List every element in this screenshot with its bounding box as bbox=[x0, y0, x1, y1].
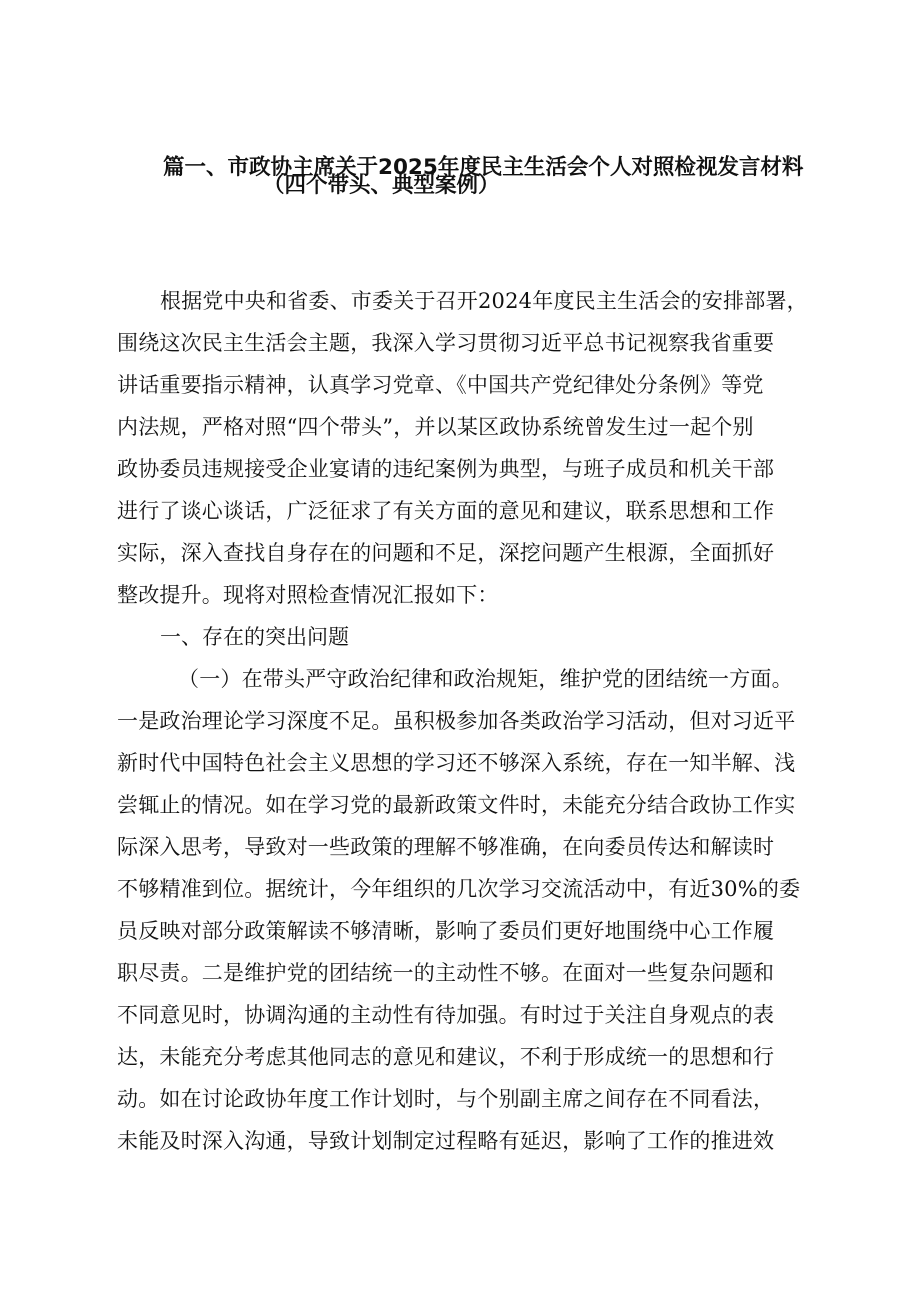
paragraph-line: 动。如在讨论政协年度工作计划时，与个别副主席之间存在不同看法， bbox=[117, 1087, 775, 1111]
paragraph-line: 根据党中央和省委、市委关于召开2024年度民主生活会的安排部署， bbox=[160, 289, 808, 313]
paragraph-line: 实际，深入查找自身存在的问题和不足，深挖问题产生根源，全面抓好 bbox=[117, 541, 775, 565]
paragraph-line: 职尽责。二是维护党的团结统一的主动性不够。在面对一些复杂问题和 bbox=[117, 961, 775, 985]
paragraph-line: （一）在带头严守政治纪律和政治规矩，维护党的团结统一方面。 bbox=[178, 667, 793, 691]
paragraph-line: 进行了谈心谈话，广泛征求了有关方面的意见和建议，联系思想和工作 bbox=[117, 499, 775, 523]
paragraph-line: 际深入思考，导致对一些政策的理解不够准确，在向委员传达和解读时 bbox=[117, 835, 775, 859]
paragraph-line: 讲话重要指示精神，认真学习党章、《中国共产党纪律处分条例》等党 bbox=[117, 373, 764, 397]
paragraph-line: 尝辄止的情况。如在学习党的最新政策文件时，未能充分结合政协工作实 bbox=[117, 793, 796, 817]
paragraph-line: 内法规，严格对照“四个带头”，并以某区政协系统曾发生过一起个别 bbox=[117, 415, 754, 439]
paragraph-line: 整改提升。现将对照检查情况汇报如下： bbox=[117, 583, 499, 607]
paragraph-line: 一是政治理论学习深度不足。虽积极参加各类政治学习活动，但对习近平 bbox=[117, 709, 796, 733]
paragraph-line: 新时代中国特色社会主义思想的学习还不够深入系统，存在一知半解、浅 bbox=[117, 751, 796, 775]
document-title: 篇一、市政协主席关于2025年度民主生活会个人对照检视发言材料 bbox=[163, 155, 804, 180]
section-heading: 一、存在的突出问题 bbox=[160, 625, 349, 649]
paragraph-line: 未能及时深入沟通，导致计划制定过程略有延迟，影响了工作的推进效 bbox=[117, 1129, 775, 1153]
document-subtitle: （四个带头、典型案例） bbox=[263, 173, 500, 198]
paragraph-line: 不同意见时，协调沟通的主动性有待加强。有时过于关注自身观点的表 bbox=[117, 1003, 775, 1027]
paragraph-line: 达，未能充分考虑其他同志的意见和建议，不利于形成统一的思想和行 bbox=[117, 1045, 775, 1069]
paragraph-line: 围绕这次民主生活会主题，我深入学习贯彻习近平总书记视察我省重要 bbox=[117, 331, 775, 355]
paragraph-line: 政协委员违规接受企业宴请的违纪案例为典型，与班子成员和机关干部 bbox=[117, 457, 775, 481]
paragraph-line: 员反映对部分政策解读不够清晰，影响了委员们更好地围绕中心工作履 bbox=[117, 919, 775, 943]
paragraph-line: 不够精准到位。据统计，今年组织的几次学习交流活动中，有近30%的委 bbox=[117, 877, 801, 901]
